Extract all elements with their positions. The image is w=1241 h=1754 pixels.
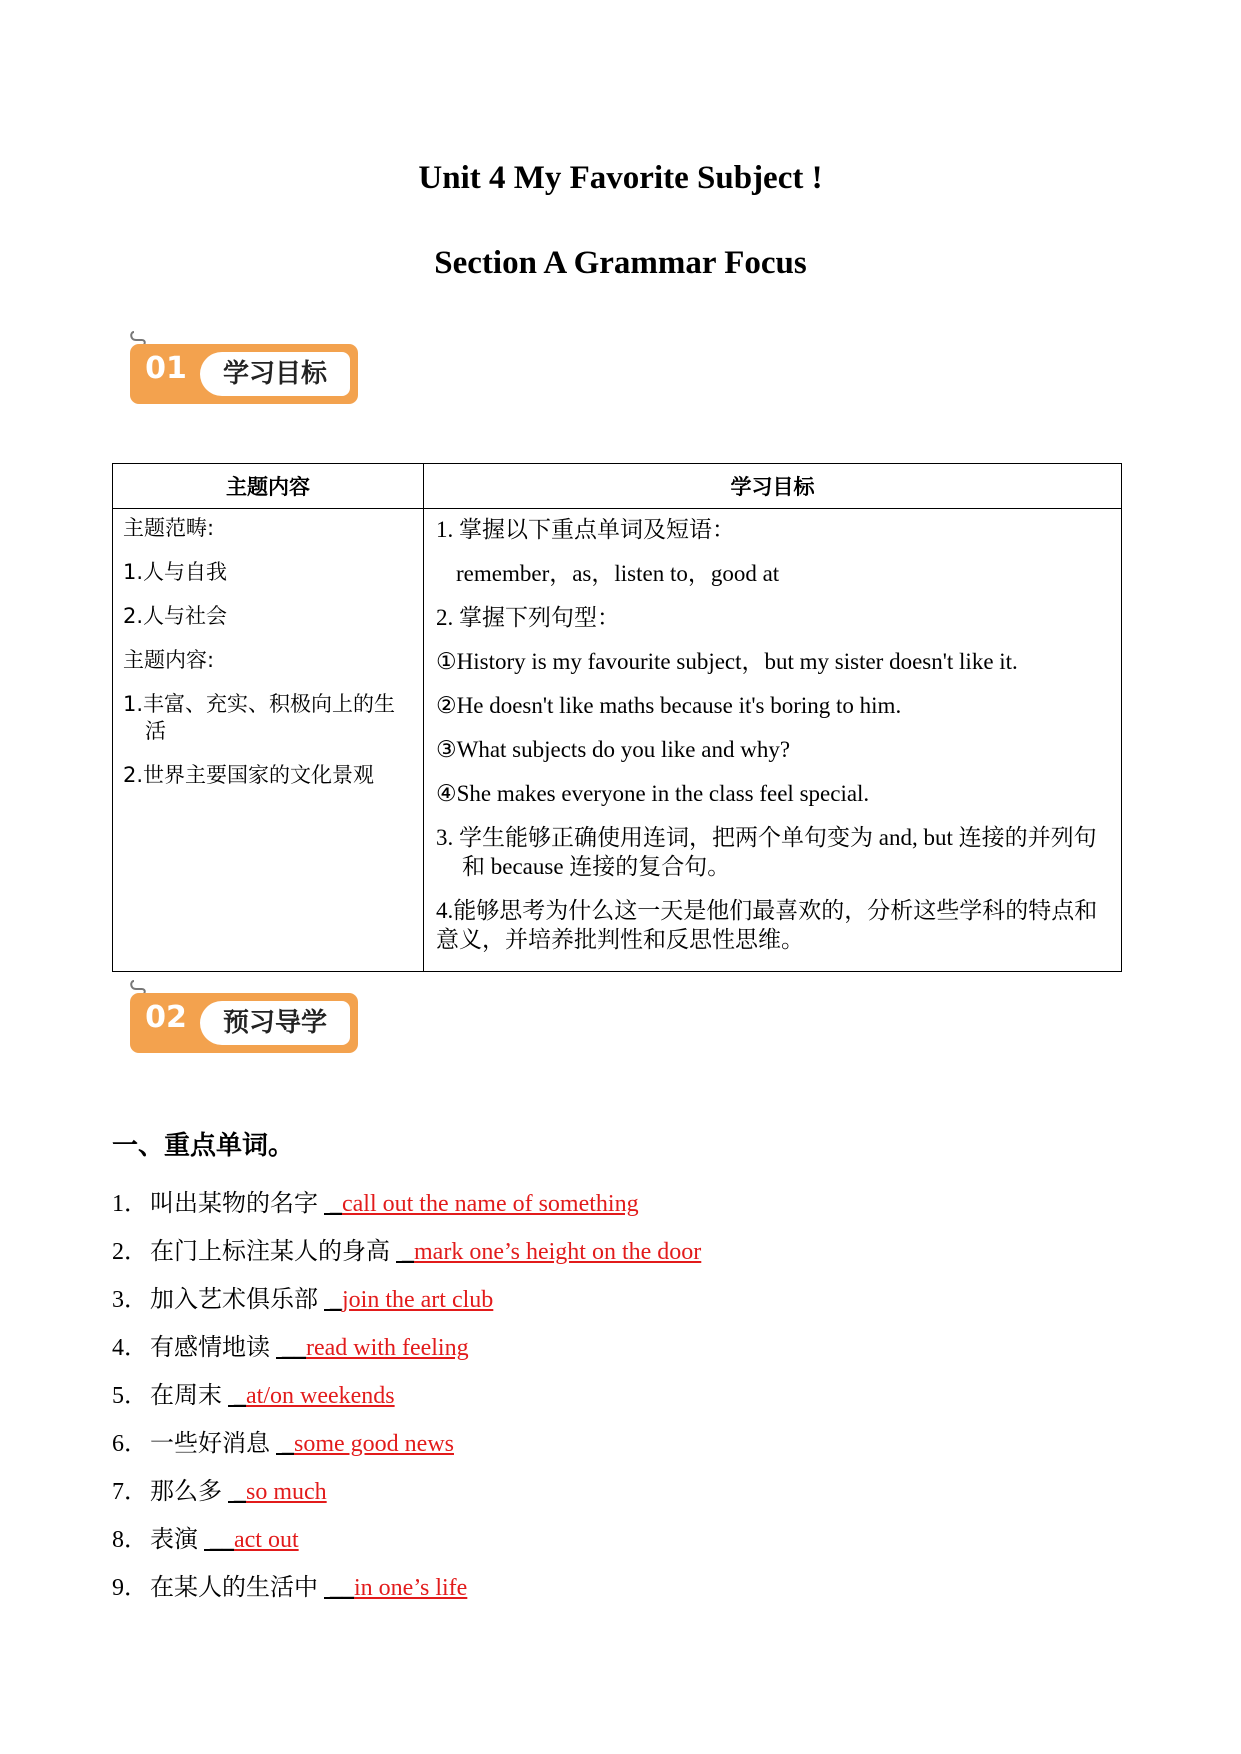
topic-line: 2.人与社会 xyxy=(123,604,228,628)
item-prompt: 在某人的生活中 xyxy=(150,1575,318,1601)
item-answer: join the art club xyxy=(342,1287,494,1313)
table-header-goals: 学习目标 xyxy=(424,464,1122,509)
item-answer: read with feeling xyxy=(306,1335,469,1361)
page-title: Unit 4 My Favorite Subject ! xyxy=(418,160,823,196)
vocab-item: 2．在门上标注某人的身高 _mark one’s height on the door xyxy=(112,1228,701,1276)
item-answer: act out xyxy=(234,1527,299,1553)
section-badge-01 xyxy=(128,328,360,404)
goal-line: 2. 掌握下列句型： xyxy=(436,605,620,630)
item-prompt: 叫出某物的名字 xyxy=(150,1191,318,1217)
vocab-item: 3．加入艺术俱乐部 _join the art club xyxy=(112,1276,701,1324)
item-number: 1． xyxy=(112,1191,148,1217)
topic-line: 主题范畴: xyxy=(123,516,215,540)
goal-line: remember，as，listen to，good at xyxy=(456,561,780,586)
item-prompt: 加入艺术俱乐部 xyxy=(150,1287,318,1313)
badge-number: 02 xyxy=(145,1000,187,1035)
item-number: 3． xyxy=(112,1287,148,1313)
item-number: 2． xyxy=(112,1239,148,1265)
vocab-item: 1．叫出某物的名字 _call out the name of something xyxy=(112,1180,701,1228)
item-number: 7． xyxy=(112,1479,148,1505)
badge-label: 学习目标 xyxy=(200,352,350,396)
item-answer: call out the name of something xyxy=(342,1191,639,1217)
goal-line: 4.能够思考为什么这一天是他们最喜欢的，分析这些学科的特点和意义，并培养批判性和反思性思维。 xyxy=(436,898,1098,952)
goal-line: 1. 掌握以下重点单词及短语： xyxy=(436,517,735,542)
badge-label: 预习导学 xyxy=(200,1001,350,1045)
item-prompt: 表演 xyxy=(150,1527,198,1553)
item-answer: in one’s life xyxy=(354,1575,468,1601)
section-badge-02 xyxy=(128,977,360,1053)
item-prompt: 那么多 xyxy=(150,1479,222,1505)
item-prompt: 有感情地读 xyxy=(150,1335,270,1361)
goal-line: ②He doesn't like maths because it's boring to him. xyxy=(436,693,902,718)
section-heading: 一、重点单词。 xyxy=(112,1131,295,1161)
vocab-item: 6．一些好消息 _some good news xyxy=(112,1420,701,1468)
item-number: 6． xyxy=(112,1431,148,1457)
item-number: 9． xyxy=(112,1575,148,1601)
badge-number: 01 xyxy=(145,351,187,386)
item-number: 8． xyxy=(112,1527,148,1553)
goals-cell xyxy=(424,509,1122,972)
topic-cell xyxy=(113,509,424,972)
goal-line: ①History is my favourite subject，but my sister doesn't like it. xyxy=(436,649,1018,674)
item-answer: mark one’s height on the door xyxy=(414,1239,702,1265)
vocab-item: 8．表演 __act out xyxy=(112,1516,701,1564)
item-answer: at/on weekends xyxy=(246,1383,395,1409)
page-subtitle: Section A Grammar Focus xyxy=(434,245,807,281)
topic-line: 主题内容: xyxy=(123,648,215,672)
vocab-item: 4．有感情地读 __read with feeling xyxy=(112,1324,701,1372)
item-prompt: 在周末 xyxy=(150,1383,222,1409)
item-number: 4． xyxy=(112,1335,148,1361)
goal-line: ③What subjects do you like and why? xyxy=(436,737,791,762)
item-prompt: 在门上标注某人的身高 xyxy=(150,1239,390,1265)
topic-line: 1.丰富、充实、积极向上的生活 xyxy=(123,692,396,743)
goal-line: ④She makes everyone in the class feel special. xyxy=(436,781,870,806)
topic-line: 2.世界主要国家的文化景观 xyxy=(123,763,375,787)
vocab-item: 7．那么多 _so much xyxy=(112,1468,701,1516)
vocab-item: 9．在某人的生活中 __in one’s life xyxy=(112,1564,701,1612)
topic-line: 1.人与自我 xyxy=(123,560,228,584)
item-number: 5． xyxy=(112,1383,148,1409)
vocab-item: 5．在周末 _at/on weekends xyxy=(112,1372,701,1420)
vocab-list xyxy=(112,1180,701,1612)
goal-line: 3. 学生能够正确使用连词，把两个单句变为 and, but 连接的并列句和 because 连接的复合句。 xyxy=(436,825,1097,879)
item-answer: so much xyxy=(246,1479,327,1505)
table-header-topic: 主题内容 xyxy=(113,464,424,509)
item-prompt: 一些好消息 xyxy=(150,1431,270,1457)
learning-goals-table xyxy=(112,463,1122,972)
item-answer: some good news xyxy=(294,1431,454,1457)
